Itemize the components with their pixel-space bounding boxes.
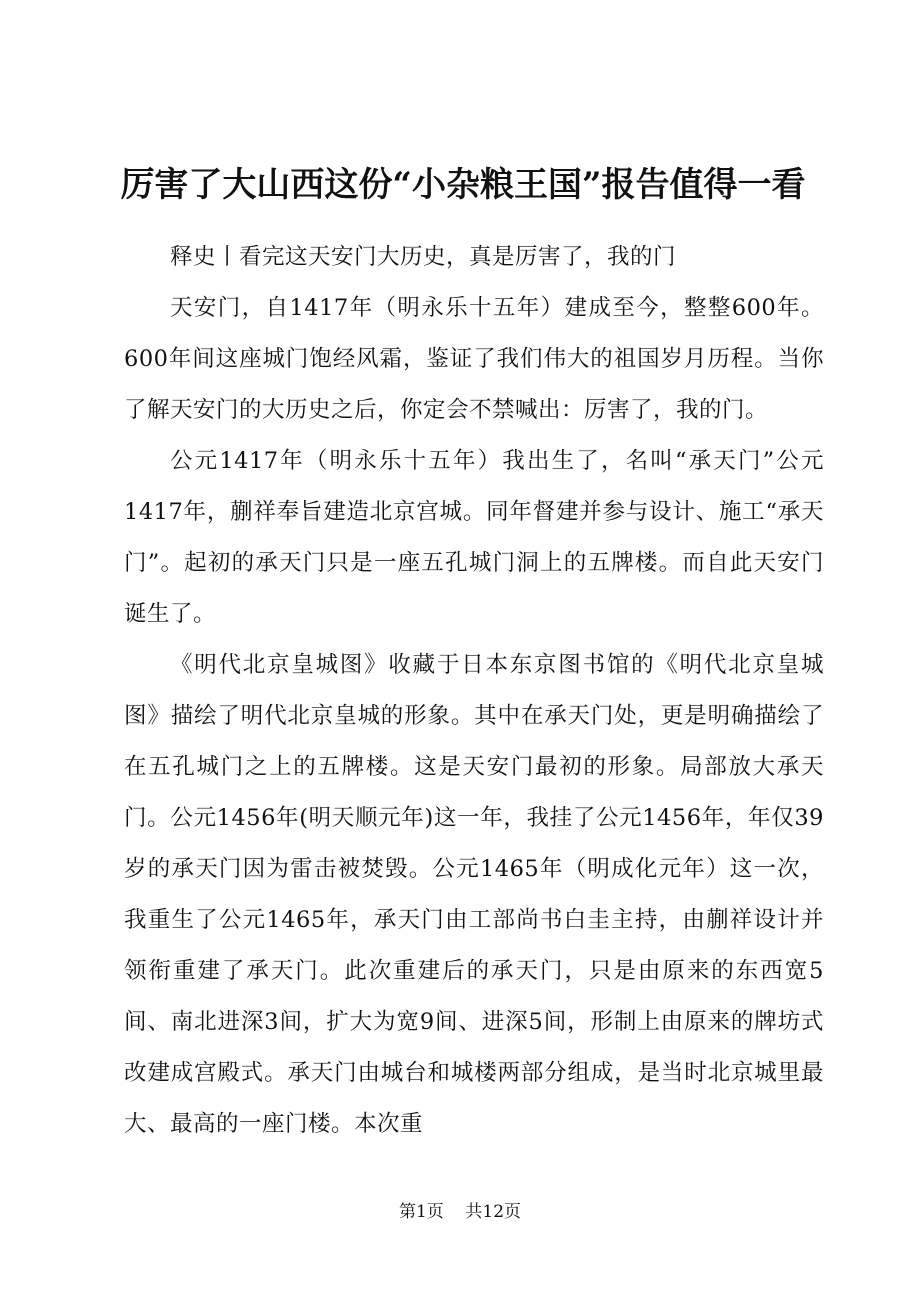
document-body bbox=[124, 232, 824, 1150]
document-title: 厉害了大山西这份“小杂粮王国”报告值得一看 bbox=[120, 165, 806, 205]
paragraph: 公元1417年（明永乐十五年）我出生了，名叫“承天门”公元1417年，蒯祥奉旨建造北京宫城。同年督建并参与设计、施工“承天门”。起初的承天门只是一座五孔城门洞上的五牌楼。而自此天安门诞生了。 bbox=[124, 448, 824, 627]
paragraph: 天安门，自1417年（明永乐十五年）建成至今，整整600年。600年间这座城门饱经风霜，鉴证了我们伟大的祖国岁月历程。当你了解天安门的大历史之后，你定会不禁喊出：厉害了，我的门。 bbox=[124, 295, 824, 423]
page-footer bbox=[0, 1200, 920, 1224]
page-number: 第1页 bbox=[398, 1202, 444, 1222]
page-total: 共12页 bbox=[465, 1202, 522, 1222]
page-separator bbox=[449, 1202, 460, 1222]
paragraph: 释史丨看完这天安门大历史，真是厉害了，我的门 bbox=[170, 244, 677, 270]
paragraph: 《明代北京皇城图》收藏于日本东京图书馆的《明代北京皇城图》描绘了明代北京皇城的形象。其中在承天门处，更是明确描绘了在五孔城门之上的五牌楼。这是天安门最初的形象。局部放大承天门。公元1456年(明天顺元年)这一年，我挂了公元1456年，年仅39岁的承天门因为雷击被焚毁。公元1465年（明成化元年）这一次，我重生了公元1465年，承天门由工部尚书白圭主持，由蒯祥设计并领衔重建了承天门。此次重建后的承天门，只是由原来的东西宽5间、南北进深3间，扩大为宽9间、进深5间，形制上由原来的牌坊式改建成宫殿式。承天门由城台和城楼两部分组成，是当时北京城里最大、最高的一座门楼。本次重 bbox=[124, 652, 824, 1137]
